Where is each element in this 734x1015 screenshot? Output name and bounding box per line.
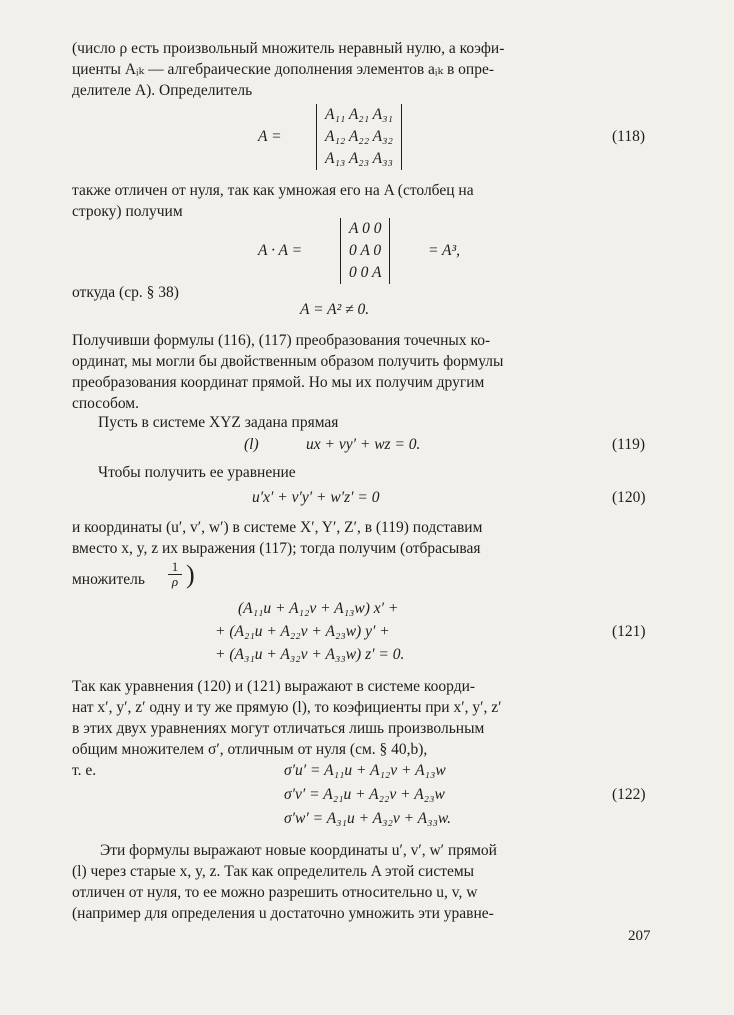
text-line: строку) получим — [72, 203, 183, 220]
matrix-row: 0 0 A — [349, 264, 382, 281]
text-line: Так как уравнения (120) и (121) выражают в системе коорди- — [72, 678, 476, 695]
text-line: Получивши формулы (116), (117) преобразования точечных ко- — [72, 332, 491, 349]
equation-119-label: (l) — [244, 436, 259, 453]
paragraph — [98, 412, 658, 433]
fraction-numerator: 1 — [168, 560, 182, 575]
paragraph — [72, 282, 660, 303]
paragraph — [98, 462, 658, 483]
text-line: (l) через старые x, y, z. Так как определитель A этой системы — [72, 863, 475, 880]
intro-paragraph — [72, 38, 660, 101]
product-rhs: = A³, — [428, 242, 461, 259]
equation-121-line: + (A₂₁u + A₂₂v + A₂₃w) y′ + — [215, 623, 390, 640]
fraction-denominator: ρ — [171, 574, 179, 589]
closing-paren: ) — [186, 560, 195, 589]
text-line: ординат, мы могли бы двойственным образом получить формулы — [72, 353, 504, 370]
text-line: откуда (ср. § 38) — [72, 284, 179, 301]
text-line: Эти формулы выражают новые координаты u′, v′, w′ прямой — [100, 842, 497, 859]
equation-121-line: (A₁₁u + A₁₂v + A₁₃w) x′ + — [238, 600, 399, 617]
paragraph — [72, 330, 660, 414]
text-line: (число ρ есть произвольный множитель неравный нулю, а коэфи- — [72, 40, 505, 57]
text-line: также отличен от нуля, так как умножая его на A (столбец на — [72, 182, 474, 199]
text-line: Пусть в системе XYZ задана прямая — [98, 414, 339, 431]
page-number: 207 — [628, 928, 651, 944]
fraction — [168, 560, 182, 589]
equation-120: u′x′ + v′y′ + w′z′ = 0 — [252, 489, 380, 506]
text-line: делителе A). Определитель — [72, 82, 253, 99]
text-line: (например для определения u достаточно умножить эти уравне- — [72, 905, 494, 922]
matrix-row: A 0 0 — [349, 220, 382, 237]
equation-119: ux + vy′ + wz = 0. — [306, 436, 421, 453]
equation-118-lhs: A = — [258, 128, 282, 145]
text-line: множитель — [72, 571, 145, 588]
paragraph — [72, 180, 660, 222]
matrix-row: A₁₂ A₂₂ A₃₂ — [325, 128, 393, 145]
text-line: и координаты (u′, v′, w′) в системе X′, Y′, Z′, в (119) подставим — [72, 519, 483, 536]
text-line: вместо x, y, z их выражения (117); тогда получим (отбрасывая — [72, 540, 481, 557]
equation-number: (121) — [612, 623, 646, 640]
product-matrix — [340, 218, 390, 284]
equation-number: (119) — [612, 436, 645, 453]
paragraph — [72, 840, 660, 924]
text-line: в этих двух уравнениях могут отличаться лишь произвольным — [72, 720, 485, 737]
text-line: т. е. — [72, 762, 97, 779]
equation-number: (122) — [612, 786, 646, 803]
matrix-row: 0 A 0 — [349, 242, 382, 259]
equation-122-line: σ′w′ = A₃₁u + A₃₂v + A₃₃w. — [284, 810, 451, 827]
text-line: общим множителем σ′, отличным от нуля (см. § 40,b), — [72, 741, 428, 758]
text-line: способом. — [72, 395, 139, 412]
equation-number: (118) — [612, 128, 645, 145]
text-line: циенты Aᵢₖ — алгебраические дополнения элементов aᵢₖ в опре- — [72, 61, 495, 78]
product-lhs: A · A = — [258, 242, 303, 259]
text-line: нат x′, y′, z′ одну и ту же прямую (l), то коэфициенты при x′, y′, z′ — [72, 699, 502, 716]
equation-121-line: + (A₃₁u + A₃₂v + A₃₃w) z′ = 0. — [215, 646, 405, 663]
matrix-row: A₁₃ A₂₃ A₃₃ — [325, 150, 393, 167]
text-line: Чтобы получить ее уравнение — [98, 464, 296, 481]
text-line: преобразования координат прямой. Но мы их получим другим — [72, 374, 485, 391]
determinant-118 — [316, 104, 402, 170]
equation-122-line: σ′v′ = A₂₁u + A₂₂v + A₂₃w — [284, 786, 445, 803]
equation-number: (120) — [612, 489, 646, 506]
equation-122-line: σ′u′ = A₁₁u + A₁₂v + A₁₃w — [284, 762, 446, 779]
matrix-row: A₁₁ A₂₁ A₃₁ — [325, 106, 393, 123]
text-line: отличен от нуля, то ее можно разрешить относительно u, v, w — [72, 884, 478, 901]
equation-a-squared: A = A² ≠ 0. — [300, 301, 370, 318]
paragraph — [72, 517, 660, 559]
